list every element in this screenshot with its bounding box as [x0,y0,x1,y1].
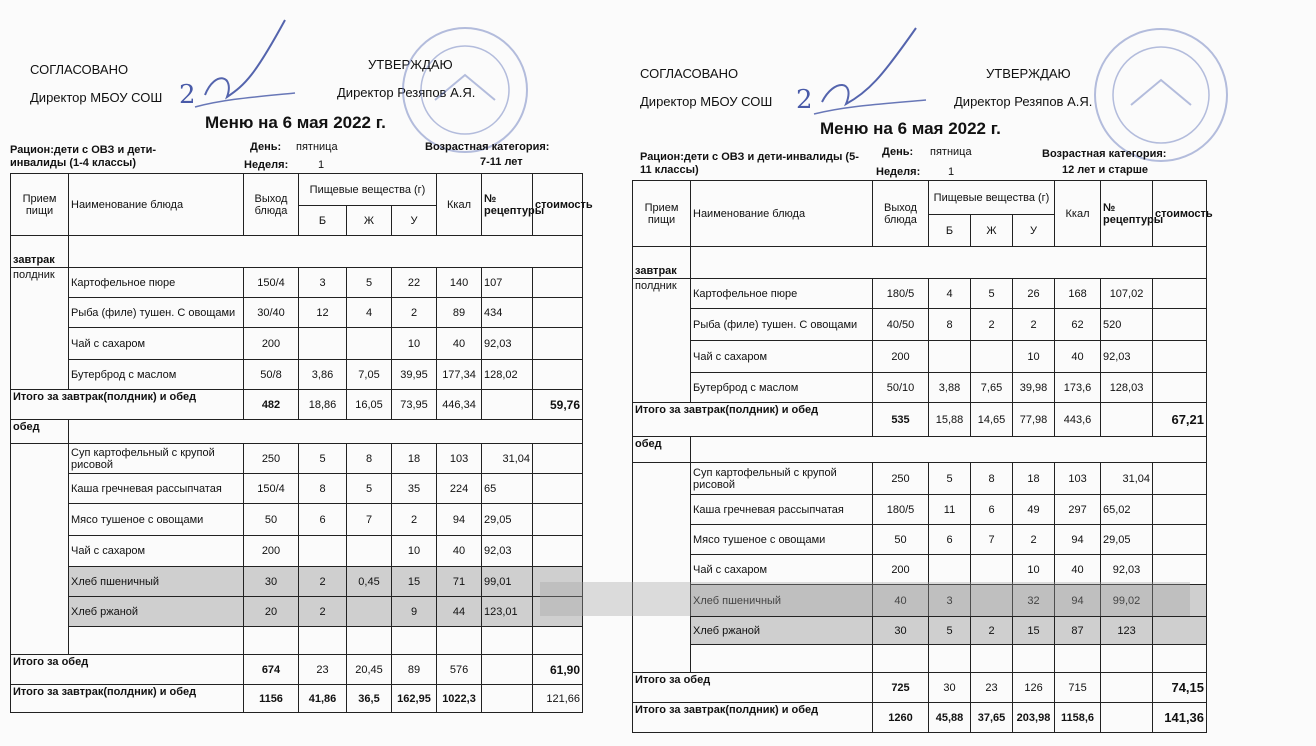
dish-protein: 2 [299,567,347,597]
dish-name: Хлеб пшеничный [69,567,244,597]
dish-recipe: 92,03 [1101,555,1153,585]
director-signature [786,20,936,120]
table-row [633,341,1207,373]
dish-kcal: 40 [1055,341,1101,373]
dish-yield: 200 [873,341,929,373]
dish-yield: 250 [244,444,299,474]
lunch-label-row [11,420,583,444]
breakfast-total-row [633,403,1207,437]
dish-carbs: 18 [392,444,437,474]
col-recipe: № рецептуры [482,174,533,236]
week-value: 1 [948,166,955,178]
table-row [633,525,1207,555]
dish-kcal: 177,34 [437,360,482,390]
col-carbs: У [1013,215,1055,247]
dish-kcal: 224 [437,474,482,504]
total-fat: 16,05 [347,390,392,420]
ration-label: Рацион:дети с ОВЗ и дети-инвалиды (1-4 классы) [10,144,157,169]
director-school-label: Директор МБОУ СОШ [30,90,163,105]
svg-text:2: 2 [796,85,813,115]
dish-carbs: 2 [392,504,437,536]
dish-protein: 6 [299,504,347,536]
dish-protein: 2 [299,597,347,627]
total-label: Итого за завтрак(полдник) и обед [11,390,244,420]
day-label: День: [250,141,282,153]
col-protein: Б [299,206,347,236]
dish-name: Мясо тушеное с овощами [691,525,873,555]
dish-name: Каша гречневая рассыпчатая [69,474,244,504]
lunch-label: обед [11,420,69,444]
dish-fat: 8 [971,463,1013,495]
dish-fat [347,536,392,567]
dish-carbs: 39,98 [1013,373,1055,403]
age-label: Возрастная категория: [1042,148,1167,160]
dish-carbs: 15 [1013,617,1055,645]
dish-recipe: 520 [1101,309,1153,341]
director-name-label: Директор Резяпов А.Я. [337,85,476,100]
table-row [633,279,1207,309]
table-row [633,463,1207,495]
total-carbs: 126 [1013,673,1055,703]
col-protein: Б [929,215,971,247]
dish-carbs: 2 [1013,525,1055,555]
dish-protein: 8 [299,474,347,504]
col-nutrients: Пищевые вещества (г) [929,181,1055,215]
total-kcal: 443,6 [1055,403,1101,437]
total-yield: 482 [244,390,299,420]
total-protein: 30 [929,673,971,703]
total-cost: 61,90 [533,655,583,685]
dish-carbs: 39,95 [392,360,437,390]
dish-kcal: 87 [1055,617,1101,645]
dish-fat [347,597,392,627]
dish-recipe: 29,05 [482,504,533,536]
total-yield: 1156 [244,685,299,713]
dish-kcal: 140 [437,268,482,298]
page-title: Меню на 6 мая 2022 г. [820,119,1001,138]
lunch-total-row [633,673,1207,703]
dish-recipe: 128,02 [482,360,533,390]
total-cost: 74,15 [1153,673,1207,703]
dish-kcal: 40 [437,328,482,360]
empty-row [633,645,1207,673]
table-row [633,495,1207,525]
dish-recipe: 107 [482,268,533,298]
lunch-label-row [633,437,1207,463]
total-label: Итого за обед [11,655,244,685]
dish-yield: 200 [244,536,299,567]
col-cost: стоимость [533,174,583,236]
dish-carbs: 2 [1013,309,1055,341]
dish-name: Рыба (филе) тушен. С овощами [69,298,244,328]
total-fat: 36,5 [347,685,392,713]
breakfast-label-row [11,236,583,268]
ration-label: Рацион:дети с ОВЗ и дети-инвалиды (5-11 классы) [640,151,859,176]
total-kcal: 715 [1055,673,1101,703]
col-kcal: Ккал [1055,181,1101,247]
dish-protein: 3,88 [929,373,971,403]
dish-recipe: 434 [482,298,533,328]
table-row [11,444,583,474]
col-fat: Ж [971,215,1013,247]
dish-kcal: 94 [1055,585,1101,617]
total-cost: 67,21 [1153,403,1207,437]
total-protein: 15,88 [929,403,971,437]
dish-recipe: 65,02 [1101,495,1153,525]
total-fat: 14,65 [971,403,1013,437]
table-row [11,504,583,536]
dish-kcal: 173,6 [1055,373,1101,403]
dish-carbs: 15 [392,567,437,597]
breakfast-label: завтрак [11,236,69,268]
dish-fat: 7 [347,504,392,536]
total-label: Итого за завтрак(полдник) и обед [11,685,244,713]
dish-fat: 2 [971,309,1013,341]
dish-recipe: 107,02 [1101,279,1153,309]
lunch-label: обед [633,437,691,463]
dish-carbs: 22 [392,268,437,298]
dish-recipe: 128,03 [1101,373,1153,403]
director-name-label: Директор Резяпов А.Я. [954,94,1093,109]
dish-kcal: 297 [1055,495,1101,525]
dish-yield: 50 [873,525,929,555]
table-row [11,597,583,627]
dish-protein: 4 [929,279,971,309]
day-value: пятница [296,141,338,153]
table-row [633,309,1207,341]
dish-recipe: 99,02 [1101,585,1153,617]
dish-yield: 180/5 [873,279,929,309]
col-yield: Выход блюда [244,174,299,236]
table-row [11,474,583,504]
dish-kcal: 40 [1055,555,1101,585]
svg-text:2: 2 [179,80,196,110]
dish-yield: 180/5 [873,495,929,525]
total-protein: 45,88 [929,703,971,733]
dish-kcal: 103 [1055,463,1101,495]
dish-fat: 6 [971,495,1013,525]
dish-kcal: 89 [437,298,482,328]
total-carbs: 203,98 [1013,703,1055,733]
dish-fat: 2 [971,617,1013,645]
approved-label: УТВЕРЖДАЮ [986,66,1071,81]
dish-carbs: 10 [1013,341,1055,373]
col-dish: Наименование блюда [691,181,873,247]
dish-yield: 150/4 [244,474,299,504]
col-fat: Ж [347,206,392,236]
dish-protein: 11 [929,495,971,525]
dish-name: Хлеб пшеничный [691,585,873,617]
dish-fat: 5 [971,279,1013,309]
total-label: Итого за завтрак(полдник) и обед [633,703,873,733]
total-fat: 37,65 [971,703,1013,733]
dish-recipe: 92,03 [482,536,533,567]
snack-label: полдник [11,268,69,390]
table-row [633,373,1207,403]
dish-name: Хлеб ржаной [69,597,244,627]
dish-recipe: 92,03 [482,328,533,360]
dish-protein: 3 [929,585,971,617]
dish-kcal: 94 [1055,525,1101,555]
dish-yield: 30/40 [244,298,299,328]
table-row [11,567,583,597]
dish-fat: 0,45 [347,567,392,597]
dish-carbs: 9 [392,597,437,627]
col-nutrients: Пищевые вещества (г) [299,174,437,206]
col-yield: Выход блюда [873,181,929,247]
total-label: Итого за обед [633,673,873,703]
dish-recipe: 29,05 [1101,525,1153,555]
day-label: День: [882,146,914,158]
total-yield: 674 [244,655,299,685]
total-carbs: 89 [392,655,437,685]
dish-fat: 7,05 [347,360,392,390]
dish-kcal: 44 [437,597,482,627]
total-cost: 141,36 [1153,703,1207,733]
dish-carbs: 35 [392,474,437,504]
dish-carbs: 49 [1013,495,1055,525]
total-carbs: 73,95 [392,390,437,420]
lunch-total-row [11,655,583,685]
dish-carbs: 32 [1013,585,1055,617]
dish-yield: 30 [244,567,299,597]
director-school-label: Директор МБОУ СОШ [640,94,773,109]
total-yield: 535 [873,403,929,437]
dish-name: Суп картофельный с крупой рисовой [691,463,873,495]
grand-total-row [11,685,583,713]
agreed-label: СОГЛАСОВАНО [30,62,129,77]
dish-kcal: 94 [437,504,482,536]
col-meal: Прием пищи [11,174,69,236]
col-carbs: У [392,206,437,236]
dish-yield: 150/4 [244,268,299,298]
menu-table [632,180,1213,733]
dish-carbs: 18 [1013,463,1055,495]
dish-protein: 3,86 [299,360,347,390]
dish-yield: 200 [244,328,299,360]
scan-shadow [540,582,1190,616]
age-value: 12 лет и старше [1062,164,1148,176]
dish-carbs: 10 [392,328,437,360]
table-row [11,298,583,328]
dish-protein: 3 [299,268,347,298]
dish-yield: 50/8 [244,360,299,390]
dish-yield: 40/50 [873,309,929,341]
table-row [11,536,583,567]
dish-yield: 250 [873,463,929,495]
dish-kcal: 103 [437,444,482,474]
dish-protein: 5 [299,444,347,474]
dish-name: Чай с сахаром [69,536,244,567]
header-row [633,181,1207,215]
age-label: Возрастная категория: [425,141,550,153]
total-kcal: 576 [437,655,482,685]
dish-recipe: 123,01 [482,597,533,627]
total-cost: 59,76 [533,390,583,420]
dish-protein: 12 [299,298,347,328]
dish-protein [299,328,347,360]
dish-fat: 5 [347,268,392,298]
dish-kcal: 62 [1055,309,1101,341]
dish-kcal: 71 [437,567,482,597]
dish-recipe: 65 [482,474,533,504]
agreed-label: СОГЛАСОВАНО [640,66,739,81]
director-signature [165,15,305,115]
dish-name: Хлеб ржаной [691,617,873,645]
dish-protein: 5 [929,617,971,645]
total-protein: 23 [299,655,347,685]
menu-sheet-right [626,0,1316,746]
menu-sheet-left [0,0,640,746]
total-yield: 725 [873,673,929,703]
table-row [11,328,583,360]
dish-name: Рыба (филе) тушен. С овощами [691,309,873,341]
dish-name: Бутерброд с маслом [69,360,244,390]
total-fat: 20,45 [347,655,392,685]
header-row [11,174,583,206]
approved-label: УТВЕРЖДАЮ [368,57,453,72]
table-row [633,617,1207,645]
week-label: Неделя: [244,159,289,171]
dish-recipe: 92,03 [1101,341,1153,373]
total-protein: 41,86 [299,685,347,713]
dish-name: Мясо тушеное с овощами [69,504,244,536]
dish-recipe: 123 [1101,617,1153,645]
dish-yield: 30 [873,617,929,645]
total-label: Итого за завтрак(полдник) и обед [633,403,873,437]
total-protein: 18,86 [299,390,347,420]
total-kcal: 446,34 [437,390,482,420]
dish-name: Бутерброд с маслом [691,373,873,403]
total-carbs: 162,95 [392,685,437,713]
dish-carbs: 26 [1013,279,1055,309]
dish-recipe: 31,04 [482,444,533,474]
dish-yield: 50/10 [873,373,929,403]
dish-protein: 8 [929,309,971,341]
dish-fat [971,341,1013,373]
col-cost: стоимость [1153,181,1207,247]
dish-carbs: 10 [1013,555,1055,585]
empty-row [11,627,583,655]
dish-protein [299,536,347,567]
week-label: Неделя: [876,166,921,178]
dish-fat [347,328,392,360]
dish-recipe: 99,01 [482,567,533,597]
table-row [11,268,583,298]
breakfast-label-row [633,247,1207,279]
breakfast-label: завтрак [633,247,691,279]
dish-fat: 4 [347,298,392,328]
col-dish: Наименование блюда [69,174,244,236]
dish-kcal: 40 [437,536,482,567]
dish-name: Суп картофельный с крупой рисовой [69,444,244,474]
dish-name: Чай с сахаром [691,341,873,373]
dish-protein: 6 [929,525,971,555]
age-value: 7-11 лет [480,156,523,168]
table-row [11,360,583,390]
col-recipe: № рецептуры [1101,181,1153,247]
dish-fat: 7,65 [971,373,1013,403]
dish-name: Чай с сахаром [69,328,244,360]
dish-name: Картофельное пюре [69,268,244,298]
stamp-seal [395,20,535,160]
dish-recipe: 31,04 [1101,463,1153,495]
col-meal: Прием пищи [633,181,691,247]
total-yield: 1260 [873,703,929,733]
col-kcal: Ккал [437,174,482,236]
dish-yield: 50 [244,504,299,536]
dish-kcal: 168 [1055,279,1101,309]
dish-protein: 5 [929,463,971,495]
dish-fat: 5 [347,474,392,504]
dish-yield: 40 [873,585,929,617]
menu-table [10,173,593,713]
dish-fat: 8 [347,444,392,474]
day-value: пятница [930,146,972,158]
total-carbs: 77,98 [1013,403,1055,437]
total-cost: 121,66 [533,685,583,713]
dish-carbs: 2 [392,298,437,328]
dish-fat: 7 [971,525,1013,555]
week-value: 1 [318,159,325,171]
total-fat: 23 [971,673,1013,703]
dish-protein [929,555,971,585]
dish-protein [929,341,971,373]
total-kcal: 1158,6 [1055,703,1101,733]
dish-name: Картофельное пюре [691,279,873,309]
dish-yield: 200 [873,555,929,585]
table-row [633,555,1207,585]
dish-fat [971,555,1013,585]
dish-carbs: 10 [392,536,437,567]
page-title: Меню на 6 мая 2022 г. [205,113,386,132]
dish-yield: 20 [244,597,299,627]
dish-name: Чай с сахаром [691,555,873,585]
breakfast-total-row [11,390,583,420]
dish-name: Каша гречневая рассыпчатая [691,495,873,525]
total-kcal: 1022,3 [437,685,482,713]
grand-total-row [633,703,1207,733]
snack-label: полдник [633,279,691,403]
